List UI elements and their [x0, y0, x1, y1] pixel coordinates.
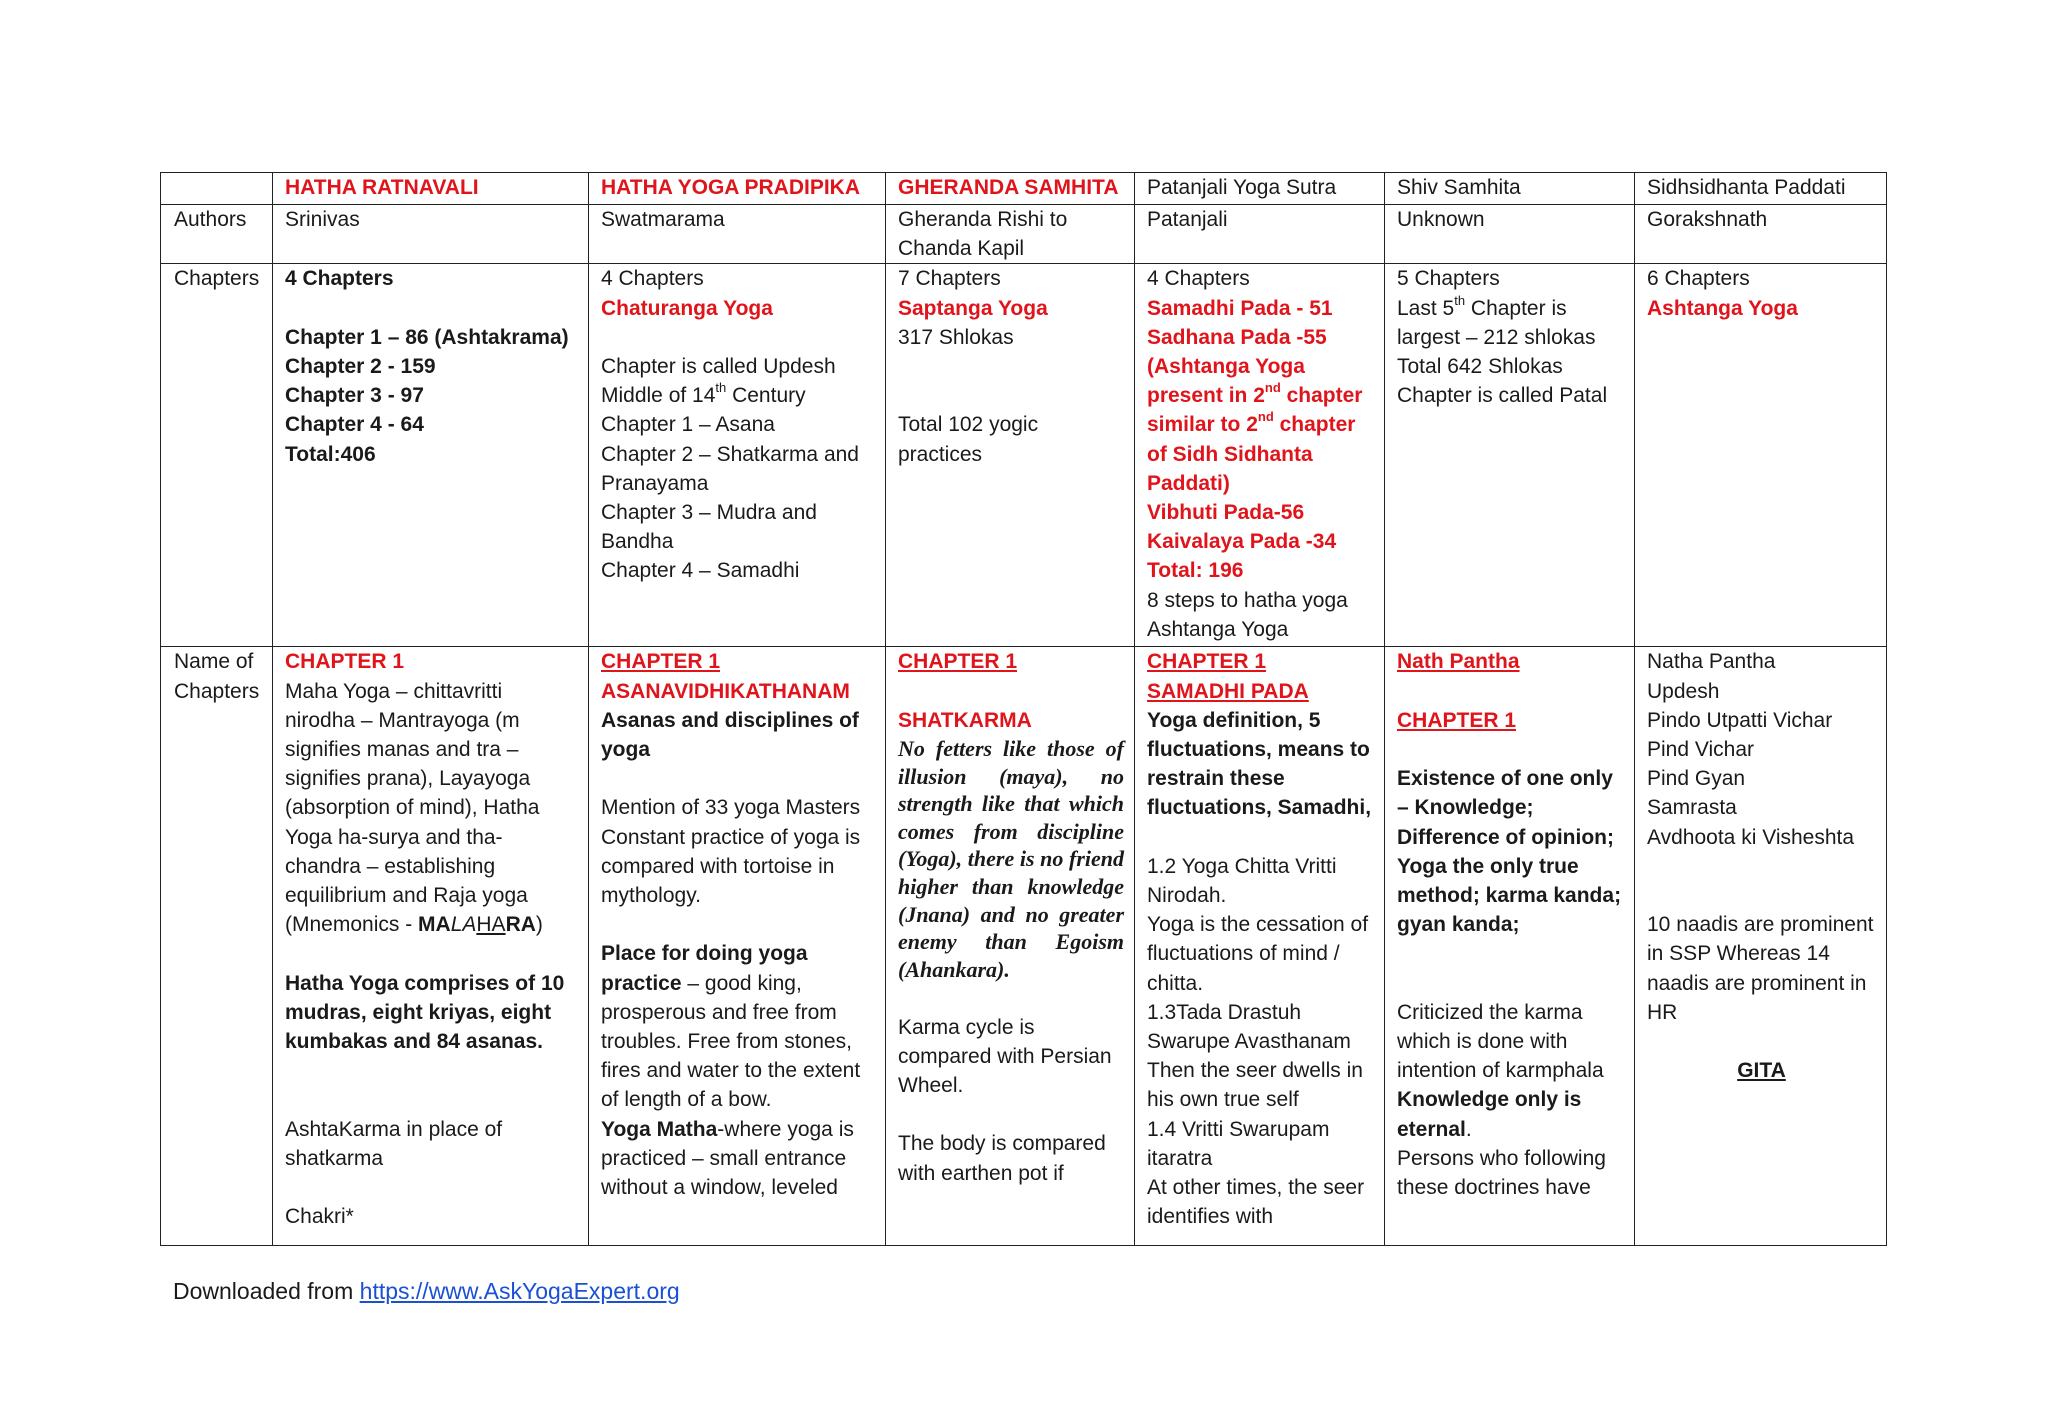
chapters-ss: [1385, 264, 1635, 647]
names-ssp-gita: GITA: [1737, 1059, 1786, 1083]
chapters-gs-shlokas: 317 Shlokas: [898, 325, 1014, 349]
names-ssp-naadis: 10 naadis are prominent in SSP Whereas 14 naadis are prominent in HR: [1647, 913, 1874, 1024]
row-label-chapters: Chapters: [161, 264, 273, 647]
header-row: [161, 173, 1887, 205]
chapters-hyp-yoga: Chaturanga Yoga: [601, 296, 773, 320]
chapters-hr-line: Chapter 1 – 86 (Ashtakrama): [285, 325, 569, 349]
chapters-hyp-middle: Middle of 14th Century: [601, 380, 806, 408]
names-ssp-line: Avdhoota ki Visheshta: [1647, 825, 1855, 849]
names-ss-bold: Existence of one only – Knowledge; Difference of opinion; Yoga the only true method; karma kanda; gyan kanda;: [1397, 767, 1622, 937]
names-hr-heading: CHAPTER 1: [285, 650, 405, 674]
chapters-gs-yoga: Saptanga Yoga: [898, 296, 1048, 320]
chapters-pys-vibhuti: Vibhuti Pada-56: [1147, 501, 1305, 525]
names-ss-criticized: Criticized the karma which is done with intention of karmphala: [1397, 1000, 1604, 1083]
names-ssp-line: Samrasta: [1647, 796, 1737, 820]
names-row: [161, 647, 1887, 1246]
footer-prefix: Downloaded from: [173, 1278, 360, 1304]
names-hyp-subheading: ASANAVIDHIKATHANAM: [601, 679, 850, 703]
chapters-ss-last: Last 5th Chapter is largest – 212 shlokas: [1397, 292, 1596, 349]
names-pys-bold: Yoga definition, 5 fluctuations, means to restrain these fluctuations, Samadhi,: [1147, 708, 1372, 820]
header-hatha-ratnavali: HATHA RATNAVALI: [273, 173, 589, 205]
header-hatha-yoga-pradipika: HATHA YOGA PRADIPIKA: [589, 173, 886, 205]
header-patanjali-yoga-sutra: Patanjali Yoga Sutra: [1135, 173, 1385, 205]
chapters-hr-line: Chapter 4 - 64: [285, 413, 424, 437]
header-corner: [161, 173, 273, 205]
names-hr-ashtakarma: AshtaKarma in place of shatkarma: [285, 1117, 503, 1170]
names-gs-body: The body is compared with earthen pot if: [898, 1132, 1106, 1185]
chapters-pys-count: 4 Chapters: [1147, 267, 1250, 291]
chapters-gs-total: Total 102 yogic practices: [898, 413, 1039, 466]
footer-link[interactable]: https://www.AskYogaExpert.org: [359, 1278, 680, 1304]
names-hyp-constant: Constant practice of yoga is compared with tortoise in mythology.: [601, 825, 861, 908]
names-hyp-heading: CHAPTER 1: [601, 650, 721, 674]
chapters-pys-sadhana: Sadhana Pada -55: [1147, 325, 1327, 349]
names-pys-line: 1.2 Yoga Chitta Vritti Nirodah.: [1147, 854, 1337, 908]
chapters-pys-samadhi: Samadhi Pada - 51: [1147, 296, 1333, 320]
comparison-table: [160, 172, 1887, 1246]
chapters-hr-line: Chapter 3 - 97: [285, 384, 424, 408]
names-gs: [886, 647, 1135, 1246]
chapters-hyp-count: 4 Chapters: [601, 267, 704, 291]
header-shiv-samhita: Shiv Samhita: [1385, 173, 1635, 205]
chapters-pys-ashtanga-note: (Ashtanga Yoga present in 2nd chapter similar to 2nd chapter of Sidh Sidhanta Paddati): [1147, 355, 1363, 495]
chapters-row: [161, 264, 1887, 647]
chapters-hr-title: 4 Chapters: [285, 267, 394, 291]
chapters-hyp-line: Chapter 1 – Asana: [601, 413, 775, 437]
names-gs-karma: Karma cycle is compared with Persian Wheel.: [898, 1015, 1112, 1097]
names-hr-bold-para: Hatha Yoga comprises of 10 mudras, eight kriyas, eight kumbakas and 84 asanas.: [285, 971, 565, 1054]
names-ssp-line: Pind Vichar: [1647, 738, 1755, 762]
chapters-pys-total: Total: 196: [1147, 559, 1244, 583]
chapters-ssp-count: 6 Chapters: [1647, 267, 1750, 291]
names-pys: [1135, 647, 1385, 1246]
chapters-hr: [273, 264, 589, 647]
names-pys-heading: CHAPTER 1: [1147, 650, 1267, 674]
chapters-hr-line: Chapter 2 - 159: [285, 355, 436, 378]
author-gs: Gheranda Rishi to Chanda Kapil: [886, 205, 1135, 264]
names-gs-quote: No fetters like those of illusion (maya), no strength like that which comes from discipline (Yoga), there is no friend higher than knowledge (Jnana) and no greater enemy than Egoism (Ahankara).: [898, 736, 1124, 982]
chapters-hyp-line: Chapter 3 – Mudra and Bandha: [601, 501, 817, 554]
header-sidhsidhanta-paddati: Sidhsidhanta Paddati: [1635, 173, 1887, 205]
names-ssp-line: Pind Gyan: [1647, 767, 1746, 791]
chapters-ss-count: 5 Chapters: [1397, 267, 1500, 291]
names-ss-nath: Nath Pantha: [1397, 650, 1520, 674]
names-hyp-place: Place for doing yoga practice – good king, prosperous and free from troubles. Free from stones, fires and water to the extent of length of a bow.: [601, 942, 861, 1112]
names-pys-line: Yoga is the cessation of fluctuations of mind / chitta.: [1147, 913, 1369, 995]
author-hyp: Swatmarama: [589, 205, 886, 264]
chapters-gs: [886, 264, 1135, 647]
names-pys-line: At other times, the seer identifies with: [1147, 1176, 1365, 1229]
chapters-pys-steps: 8 steps to hatha yoga Ashtanga Yoga: [1147, 588, 1348, 641]
names-hyp-bold: Asanas and disciplines of yoga: [601, 708, 859, 762]
chapters-hyp-line: Chapter 4 – Samadhi: [601, 559, 800, 583]
names-ssp-line: Natha Pantha: [1647, 650, 1776, 674]
chapters-ss-total: Total 642 Shlokas: [1397, 355, 1563, 379]
names-ssp-line: Updesh: [1647, 679, 1720, 703]
names-ss-heading: CHAPTER 1: [1397, 708, 1517, 732]
chapters-hyp: [589, 264, 886, 647]
row-label-names: Name of Chapters: [161, 647, 273, 1246]
row-label-authors: Authors: [161, 205, 273, 264]
names-hyp-matha: Yoga Matha-where yoga is practiced – small entrance without a window, leveled: [601, 1117, 854, 1200]
names-ssp-line: Pindo Utpatti Vichar: [1647, 708, 1833, 732]
header-gheranda-samhita: GHERANDA SAMHITA: [886, 173, 1135, 205]
chapters-pys-kaivalaya: Kaivalaya Pada -34: [1147, 530, 1337, 554]
names-ss: [1385, 647, 1635, 1246]
names-hyp-masters: Mention of 33 yoga Masters: [601, 796, 861, 820]
chapters-gs-count: 7 Chapters: [898, 267, 1001, 291]
names-hyp: [589, 647, 886, 1246]
names-pys-line: Then the seer dwells in his own true self: [1147, 1059, 1363, 1112]
names-ss-persons: Persons who following these doctrines have: [1397, 1146, 1606, 1200]
names-ssp: [1635, 647, 1887, 1246]
chapters-ssp: [1635, 264, 1887, 647]
chapters-hyp-line: Chapter 2 – Shatkarma and Pranayama: [601, 442, 859, 495]
names-hr: [273, 647, 589, 1246]
names-ss-knowledge: Knowledge only is eternal.: [1397, 1088, 1582, 1141]
chapters-ssp-yoga: Ashtanga Yoga: [1647, 296, 1798, 320]
chapters-hyp-called: Chapter is called Updesh: [601, 355, 836, 378]
names-pys-line: 1.4 Vritti Swarupam itaratra: [1147, 1117, 1330, 1170]
author-ssp: Gorakshnath: [1635, 205, 1887, 264]
names-gs-shatkarma: SHATKARMA: [898, 708, 1032, 732]
authors-row: [161, 205, 1887, 264]
names-pys-line: 1.3Tada Drastuh Swarupe Avasthanam: [1147, 1000, 1351, 1054]
names-hr-chakri: Chakri*: [285, 1205, 354, 1229]
names-pys-subheading: SAMADHI PADA: [1147, 679, 1309, 703]
author-hr: Srinivas: [273, 205, 589, 264]
names-hr-para: Maha Yoga – chittavritti nirodha – Mantrayoga (m signifies manas and tra – signifies prana), Layayoga (absorption of mind), Hatha Yoga ha-surya and tha-chandra – establishing equilibrium and Raja yoga (Mnemonics - MALAHARA): [285, 679, 543, 937]
author-pys: Patanjali: [1135, 205, 1385, 264]
footer: [173, 1278, 680, 1305]
chapters-ss-called: Chapter is called Patal: [1397, 384, 1608, 408]
author-ss: Unknown: [1385, 205, 1635, 264]
names-gs-heading: CHAPTER 1: [898, 650, 1018, 674]
chapters-pys: [1135, 264, 1385, 647]
chapters-hr-total: Total:406: [285, 442, 376, 466]
